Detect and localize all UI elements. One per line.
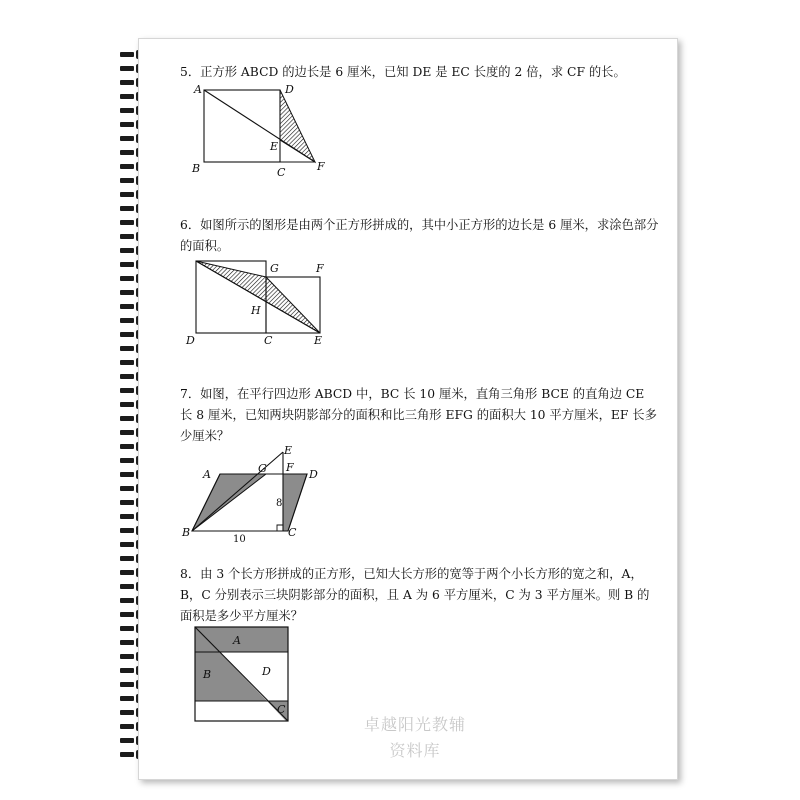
problem-6-text: 6．如图所示的图形是由两个正方形拼成的，其中小正方形的边长是 6 厘米，求涂色部分的面积。 [180,218,659,253]
label-a: A [203,468,211,481]
square-abcd [204,90,280,162]
label-b: B [203,668,212,681]
diagonal-line [196,261,320,333]
problem-7-text: 7．如图，在平行四边形 ABCD 中，BC 长 10 厘米，直角三角形 BCE 的直角边 CE 长 8 厘米，已知两块阴影部分的面积和比三角形 EFG 的面积大 10 平方厘米，EF 长多少厘米？ [180,387,657,443]
label-c: C [264,334,273,347]
label-b: B [182,526,191,539]
problem-8-figure [195,625,295,721]
label-c: C [277,703,286,716]
label-g: G [258,462,267,475]
watermark-line-1: 卓越阳光教辅 [363,715,466,734]
label-h: H [251,304,261,317]
label-bc-length: 10 [233,534,246,545]
line-af [204,90,315,162]
label-d: D [309,468,318,481]
label-f: F [286,461,294,474]
watermark-line-2: 资料库 [389,741,441,760]
label-a: A [194,83,202,96]
shaded-region-right [283,474,307,531]
label-a: A [233,634,241,647]
line-be [192,452,283,531]
problem-7-figure [180,444,340,546]
label-d: D [285,83,294,96]
problem-6-figure [184,256,344,351]
label-c: C [277,166,286,179]
label-f: F [316,262,324,275]
problem-5-text: 5．正方形 ABCD 的边长是 6 厘米，已知 DE 是 EC 长度的 2 倍，求 CF 的长。 [180,65,626,79]
label-ce-length: 8 [276,498,283,509]
label-d: D [186,334,195,347]
label-f: F [317,160,325,173]
label-d: D [262,665,271,678]
label-e: E [284,444,293,457]
problem-8-text: 8．由 3 个长方形拼成的正方形，已知大长方形的宽等于两个小长方形的宽之和，A，B，C 分别表示三块阴影部分的面积，且 A 为 6 平方厘米，C 为 3 平方厘米。则 B 的面积是多少平方厘米？ [180,567,650,623]
label-c: C [288,526,297,539]
shaded-triangle-left [192,474,266,531]
label-b: B [192,162,201,175]
problem-5-figure [190,82,330,182]
label-e: E [270,140,279,153]
label-g: G [270,262,279,275]
label-e: E [314,334,323,347]
right-angle-mark [277,525,283,531]
